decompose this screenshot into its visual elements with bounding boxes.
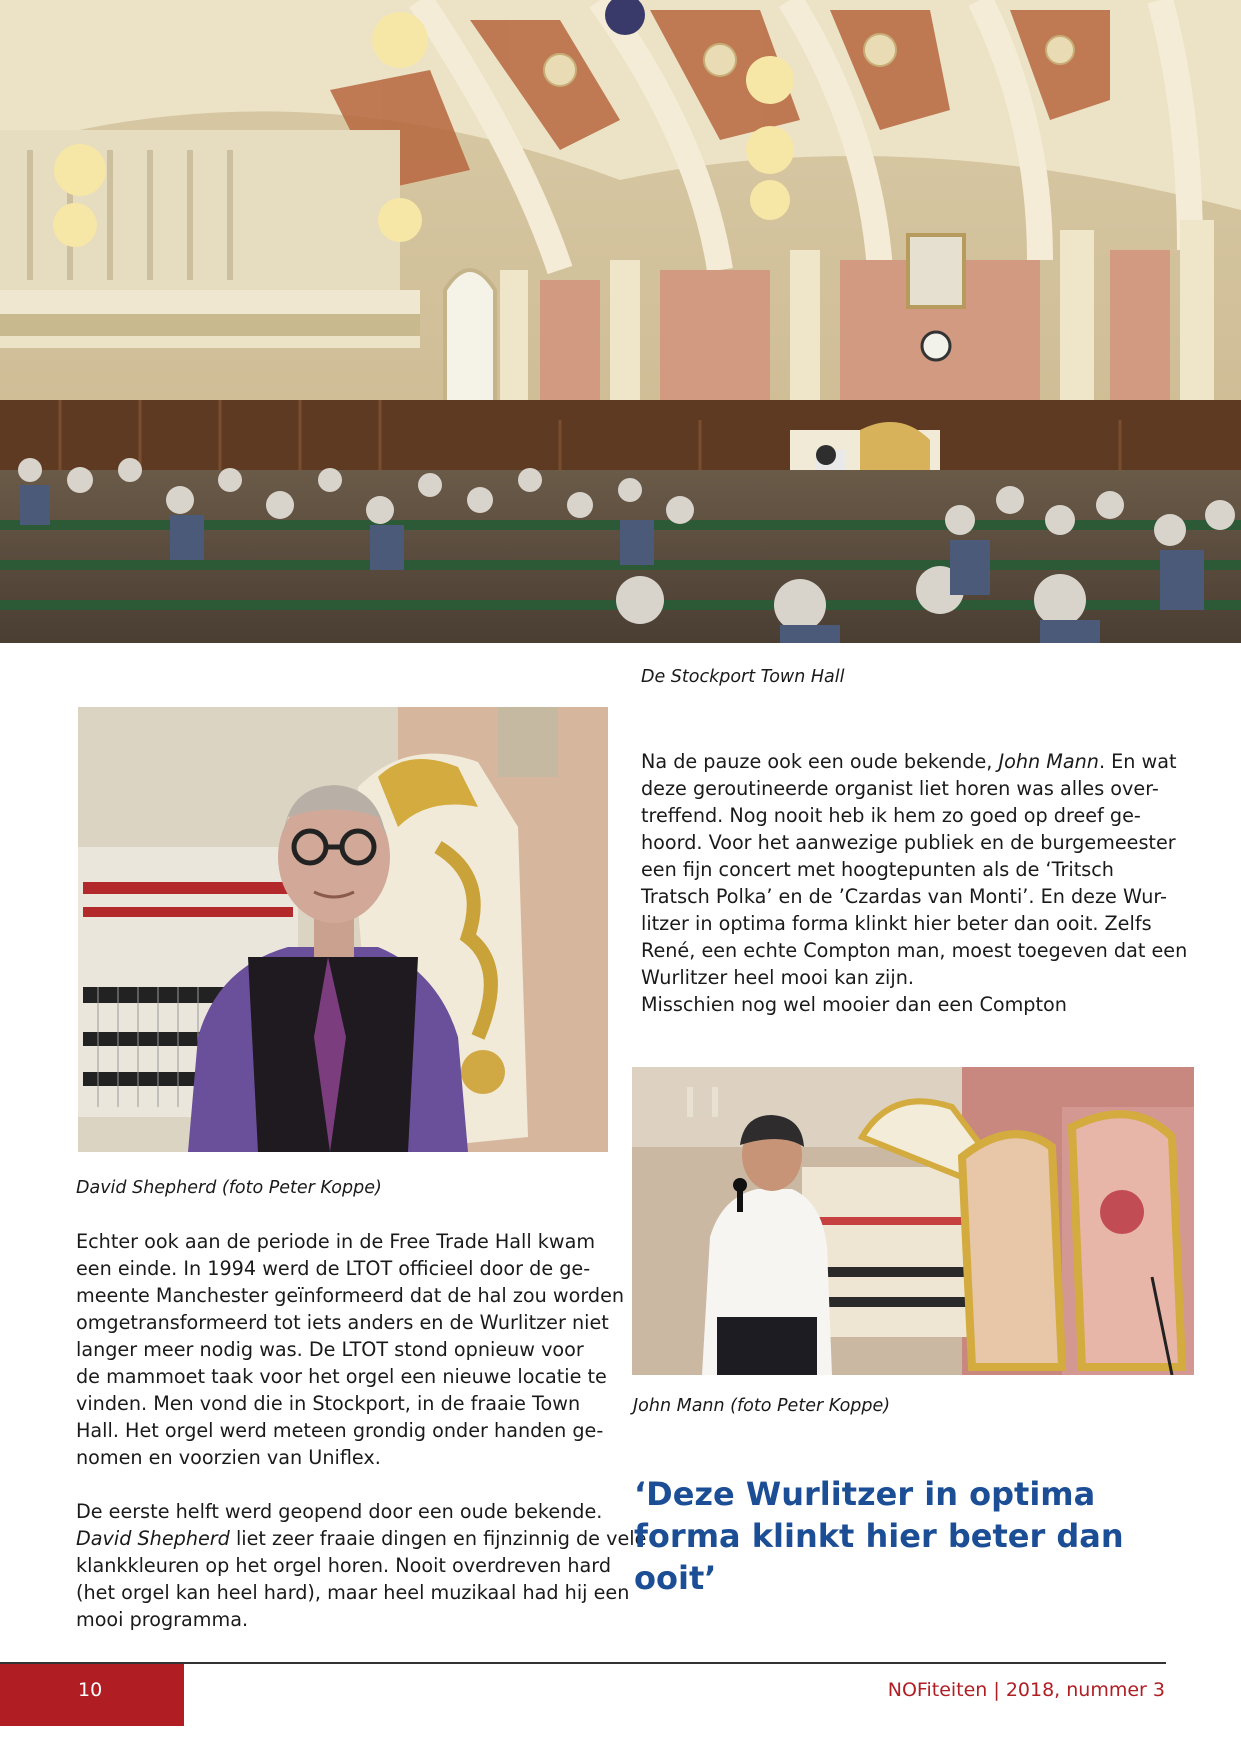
text-line [634, 1557, 1154, 1599]
italic-name: David Shepherd [76, 1527, 230, 1550]
john-mann-photo [632, 1067, 1194, 1375]
text-line [76, 1255, 624, 1282]
text-line [76, 1606, 646, 1633]
text-segment: meente Manchester geïnformeerd dat de hal zou worden [76, 1284, 625, 1307]
text-line [76, 1579, 646, 1606]
david-shepherd-photo [78, 707, 608, 1152]
text-line [641, 937, 1187, 964]
text-segment: een einde. In 1994 werd de LTOT officieel door de ge- [76, 1257, 591, 1280]
text-segment: langer meer nodig was. De LTOT stond opnieuw voor [76, 1338, 584, 1361]
text-line [76, 1390, 624, 1417]
text-segment: (het orgel kan heel hard), maar heel muzikaal had hij een [76, 1581, 630, 1604]
text-segment: Na de pauze ook een oude bekende, [641, 750, 999, 773]
italic-name: John Mann [998, 750, 1099, 773]
text-segment: treffend. Nog nooit heb ik hem zo goed op dreef ge- [641, 804, 1141, 827]
text-line [641, 829, 1187, 856]
text-segment: de mammoet taak voor het orgel een nieuwe locatie te [76, 1365, 607, 1388]
text-segment: Hall. Het orgel werd meteen grondig onder handen ge- [76, 1419, 604, 1442]
text-segment: klankkleuren op het orgel horen. Nooit overdreven hard [76, 1554, 612, 1577]
text-line [634, 1473, 1154, 1515]
text-segment: ‘Deze Wurlitzer in optima [634, 1475, 1096, 1513]
text-segment: mooi programma. [76, 1608, 249, 1631]
paragraph-free-trade-hall [76, 1228, 624, 1471]
text-segment: vinden. Men vond die in Stockport, in de fraaie Town [76, 1392, 581, 1415]
text-line [76, 1498, 646, 1525]
text-segment: litzer in optima forma klinkt hier beter dan ooit. Zelfs [641, 912, 1152, 935]
text-line [641, 802, 1187, 829]
text-line [76, 1525, 646, 1552]
text-segment: Echter ook aan de periode in de Free Trade Hall kwam [76, 1230, 596, 1253]
text-line [634, 1515, 1154, 1557]
david-photo-caption: David Shepherd (foto Peter Koppe) [76, 1178, 382, 1198]
text-segment: Wurlitzer heel mooi kan zijn. [641, 966, 914, 989]
text-line [76, 1417, 624, 1444]
text-segment: omgetransformeerd tot iets anders en de Wurlitzer niet [76, 1311, 609, 1334]
text-line [76, 1309, 624, 1336]
text-line [641, 856, 1187, 883]
text-segment: forma klinkt hier beter dan [634, 1517, 1124, 1555]
text-line [641, 748, 1187, 775]
text-segment: René, een echte Compton man, moest toegeven dat een [641, 939, 1188, 962]
text-line [641, 775, 1187, 802]
text-line [641, 883, 1187, 910]
text-segment: nomen en voorzien van Uniflex. [76, 1446, 381, 1469]
text-line [76, 1444, 624, 1471]
text-segment: deze geroutineerde organist liet horen was alles over- [641, 777, 1159, 800]
text-segment: liet zeer fraaie dingen en fijnzinnig de vele [229, 1527, 647, 1550]
john-photo-caption: John Mann (foto Peter Koppe) [633, 1396, 891, 1416]
text-line [641, 910, 1187, 937]
pull-quote [634, 1473, 1154, 1599]
text-segment: ooit’ [634, 1559, 717, 1597]
paragraph-david-shepherd [76, 1498, 646, 1633]
hero-photo-town-hall [0, 0, 1241, 643]
text-line [76, 1336, 624, 1363]
text-segment: een fijn concert met hoogtepunten als de ‘Tritsch [641, 858, 1114, 881]
text-line [641, 991, 1187, 1018]
hero-photo-caption: De Stockport Town Hall [641, 667, 845, 687]
text-line [76, 1363, 624, 1390]
footer-publication: NOFiteiten | 2018, nummer 3 [887, 1679, 1165, 1701]
text-segment: Misschien nog wel mooier dan een Compton [641, 993, 1067, 1016]
text-segment: hoord. Voor het aanwezige publiek en de burgemeester [641, 831, 1176, 854]
text-segment: De eerste helft werd geopend door een oude bekende. [76, 1500, 603, 1523]
text-line [76, 1282, 624, 1309]
text-segment: . En wat [1098, 750, 1177, 773]
text-line [641, 964, 1187, 991]
text-segment: Tratsch Polka’ en de ’Czardas van Monti’. En deze Wur- [641, 885, 1167, 908]
text-line [76, 1552, 646, 1579]
page-number: 10 [78, 1679, 103, 1701]
paragraph-john-mann [641, 748, 1187, 1018]
text-line [76, 1228, 624, 1255]
